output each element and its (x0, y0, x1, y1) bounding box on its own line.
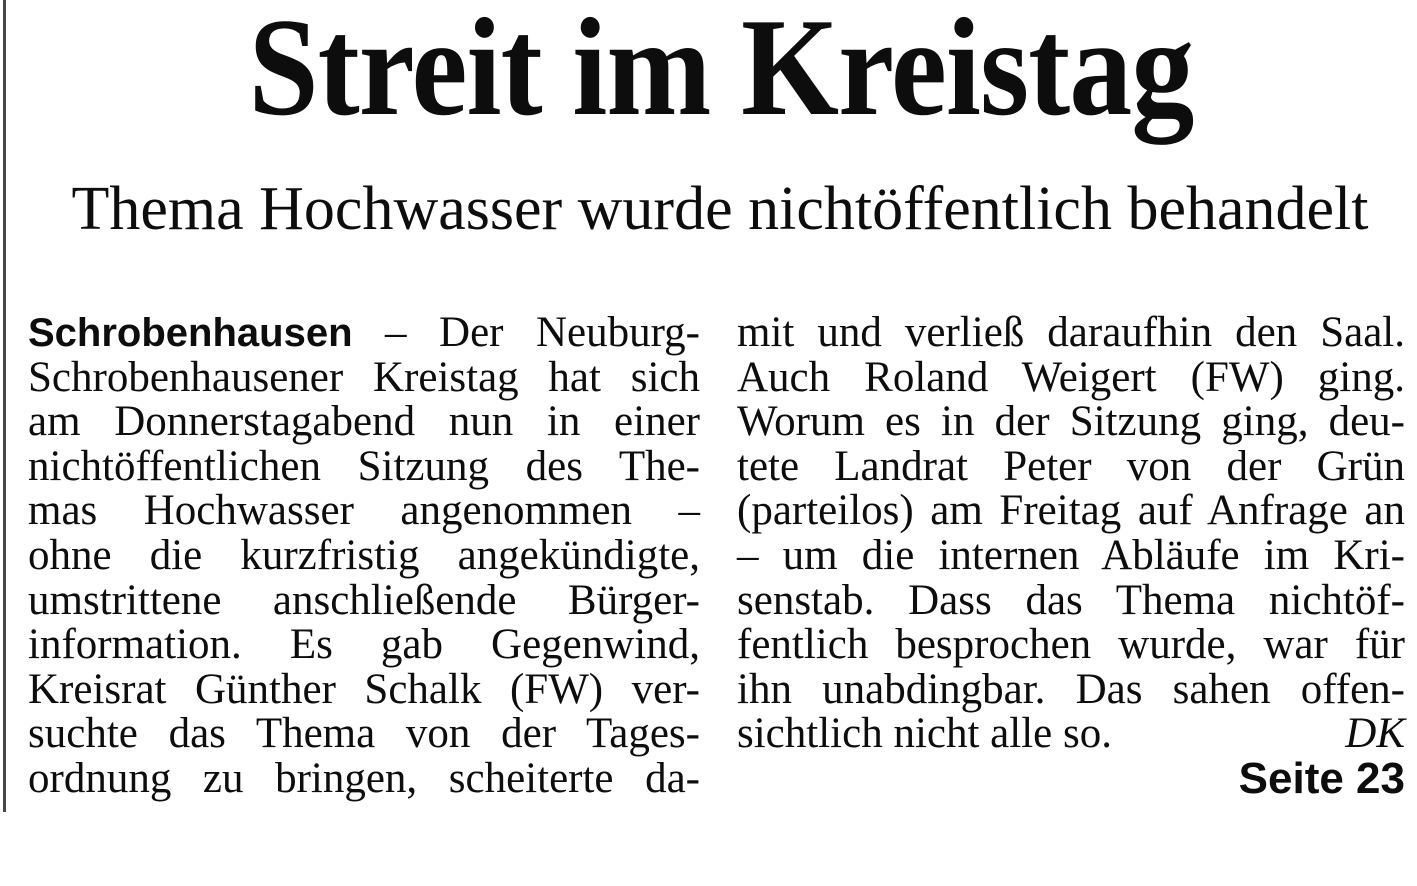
subheadline: Thema Hochwasser wurde nichtöffentlich behandelt (71, 175, 1369, 243)
column-divider-rule (3, 0, 6, 812)
body-line (28, 311, 700, 356)
body-line: senstab. Dass das Thema nichtöf- (737, 576, 1405, 624)
closing-line-text: sichtlich nicht alle so. (737, 710, 1112, 758)
body-line: Worum es in der Sitzung ging, deu- (737, 398, 1405, 446)
dateline: Schrobenhausen (28, 311, 353, 355)
body-line: mas Hochwasser angenommen – (28, 487, 700, 535)
body-line: suchte das Thema von der Tages- (28, 710, 700, 758)
body-line: fentlich besprochen wurde, war für (737, 621, 1405, 669)
body-line: Auch Roland Weigert (FW) ging. (737, 353, 1405, 401)
body-line: ohne die kurzfristig angekündigte, (28, 531, 700, 579)
article-body (28, 311, 1405, 802)
body-line: am Donnerstagabend nun in einer (28, 398, 700, 446)
body-line: Schrobenhausener Kreistag hat sich (28, 353, 700, 401)
headline: Streit im Kreistag (248, 0, 1194, 145)
body-line: nichtöffentlichen Sitzung des The- (28, 442, 700, 490)
body-line: – um die internen Abläufe im Kri- (737, 531, 1405, 579)
body-line: umstrittene anschließende Bürger- (28, 576, 700, 624)
body-line: information. Es gab Gegenwind, (28, 621, 700, 669)
body-line: mit und verließ daraufhin den Saal. (737, 309, 1405, 356)
body-line: tete Landrat Peter von der Grün (737, 442, 1405, 490)
page-reference: Seite 23 (1238, 753, 1405, 803)
body-line: ihn unabdingbar. Das sahen offen- (737, 665, 1405, 713)
body-line: Kreisrat Günther Schalk (FW) ver- (28, 665, 700, 713)
body-line: (parteilos) am Freitag auf Anfrage an (737, 487, 1405, 535)
column-right (737, 311, 1405, 802)
column-left (28, 311, 700, 802)
body-line: ordnung zu bringen, scheiterte da- (28, 754, 700, 802)
body-line-text: – Der Neuburg- (385, 309, 701, 356)
byline: DK (1345, 710, 1405, 758)
body-line (737, 712, 1405, 757)
